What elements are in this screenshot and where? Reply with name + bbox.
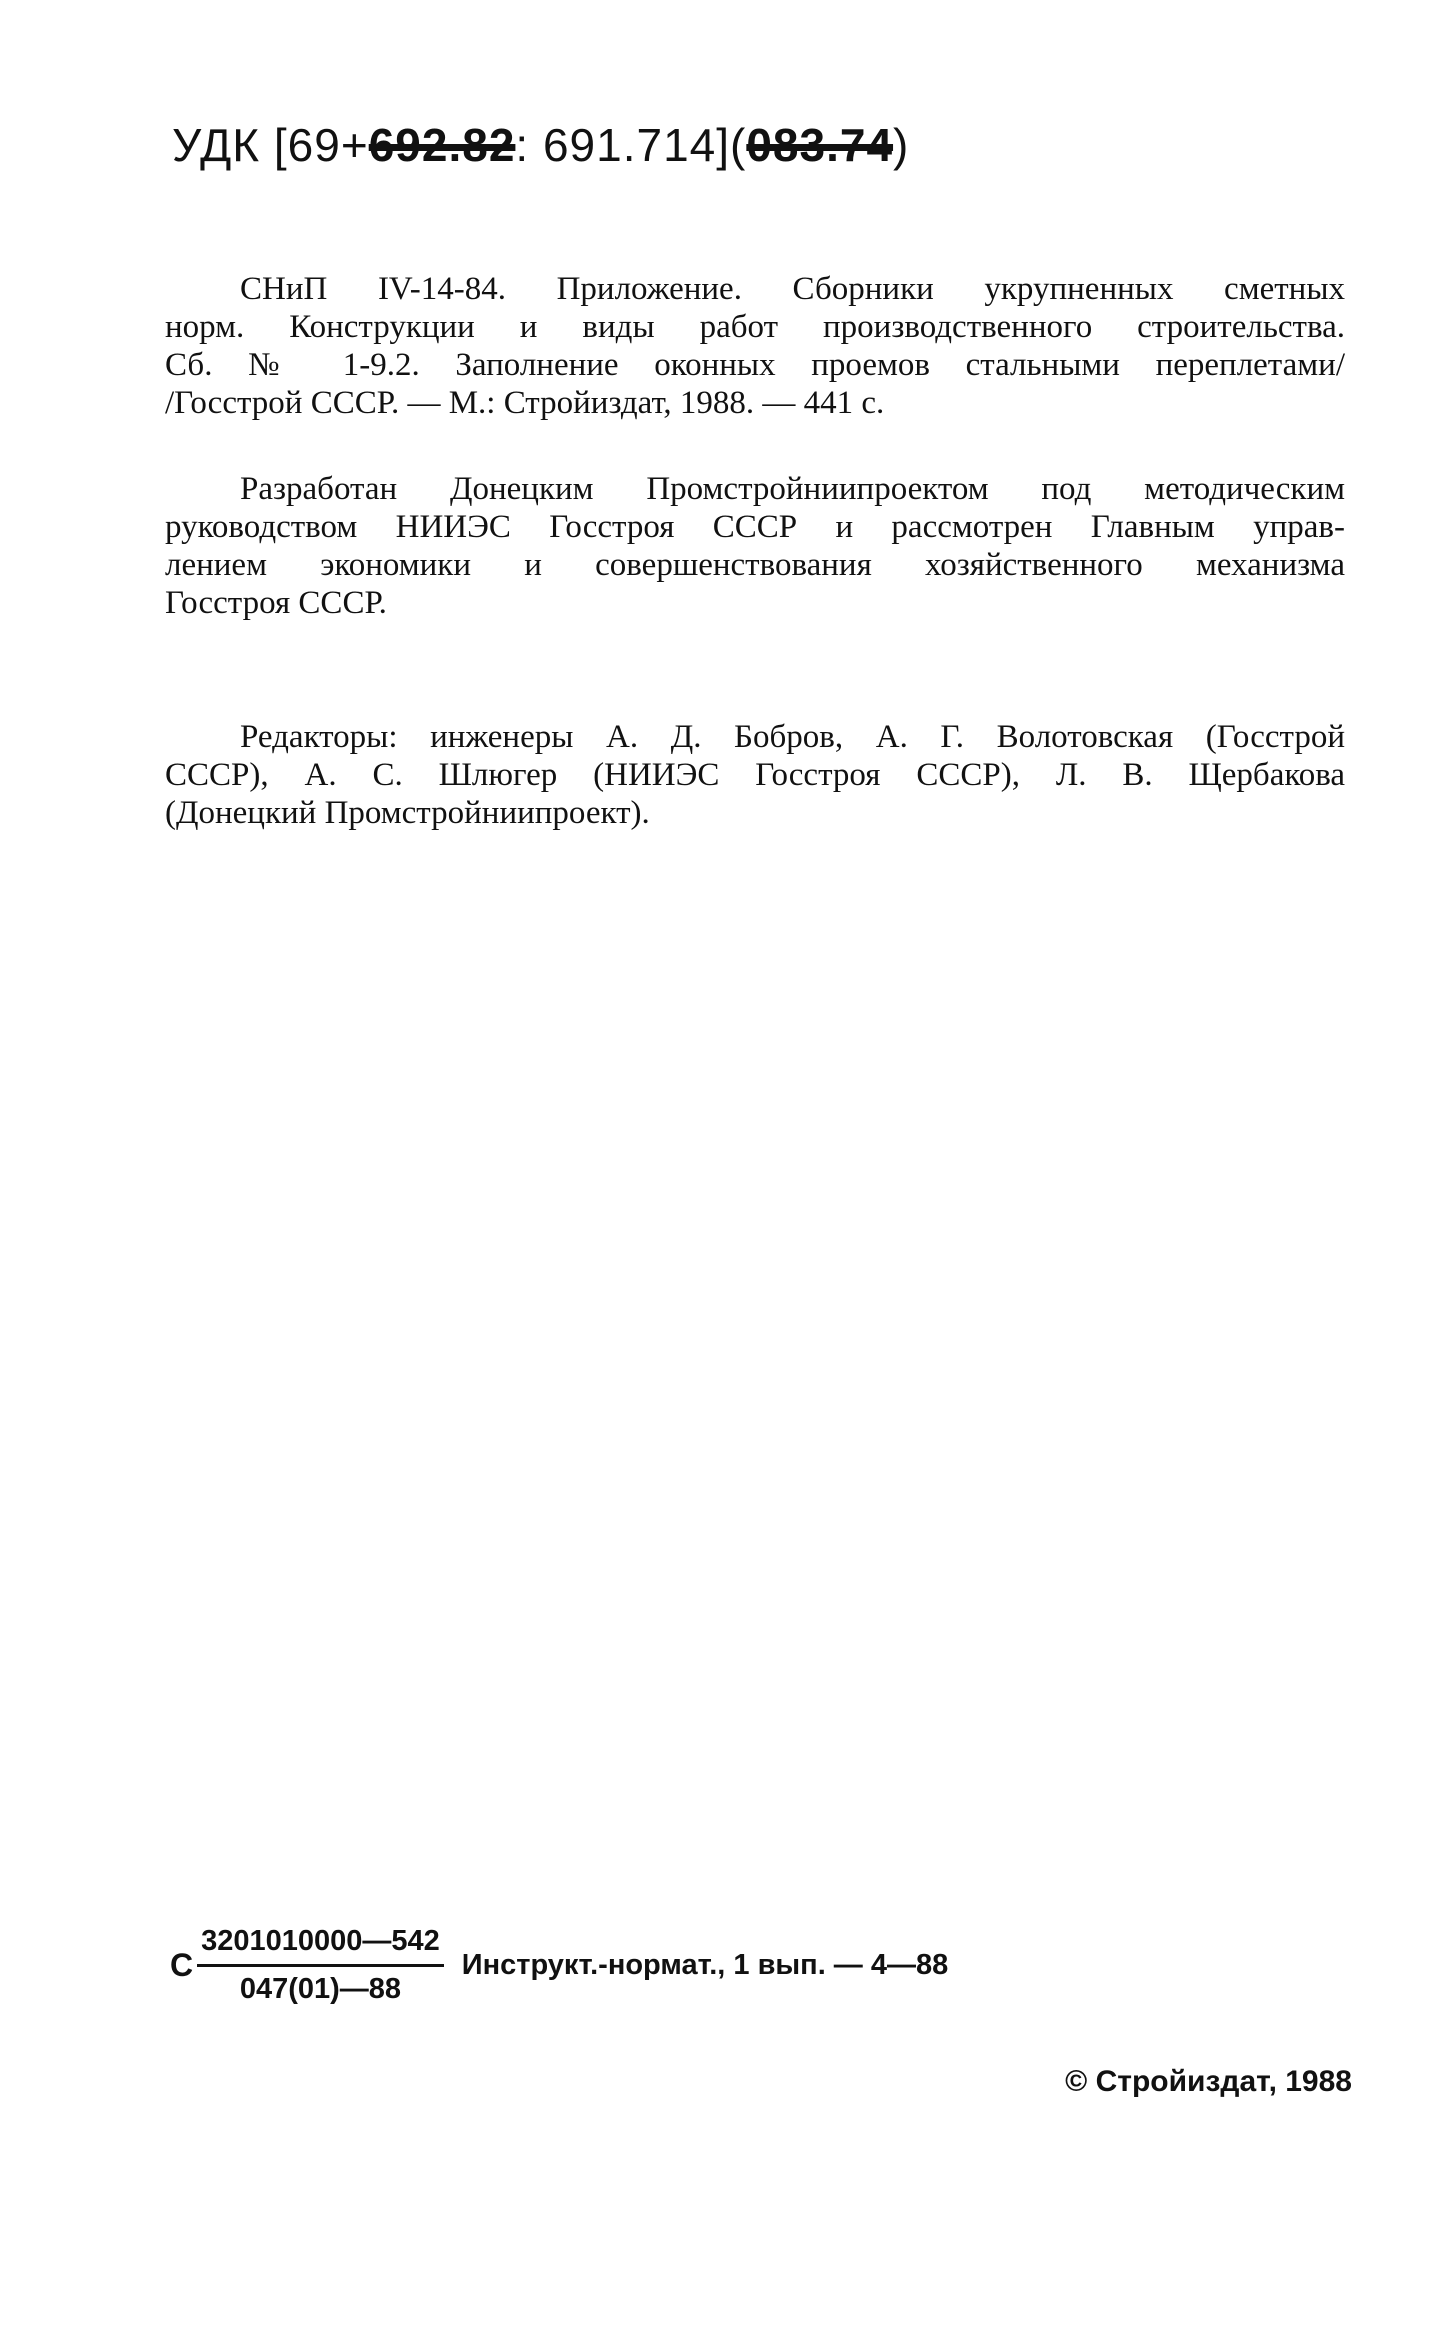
catalog-code [170,1925,948,2006]
bibliographic-line: Сб. № 1-9.2. Заполнение оконных проемов стальными переплетами/ [165,347,1345,383]
catalog-code-numerator: 3201010000—542 [197,1925,444,1967]
udk-struck-code-2: 083.74 [746,119,894,171]
bibliographic-line: норм. Конструкции и виды работ производственного строительства. [165,309,1345,345]
bibliographic-line: СНиП IV-14-84. Приложение. Сборники укрупненных сметных [240,271,1345,307]
udk-struck-code: 692.82 [368,119,516,171]
bibliographic-record [165,270,1345,422]
copyright-notice [1065,2065,1352,2099]
udk-middle: : 691.714]( [515,119,747,171]
editors-line: (Донецкий Промстройниипроект). [165,795,650,831]
developer-line: руководством НИИЭС Госстроя СССР и рассмотрен Главным управ- [165,509,1345,545]
editors-line: СССР), А. С. Шлюгер (НИИЭС Госстроя СССР), Л. В. Щербакова [165,757,1345,793]
catalog-code-letter: С [170,1947,194,1983]
developer-line: Разработан Донецким Промстройниипроектом под методическим [240,471,1345,507]
bibliographic-line: /Госстрой СССР. — М.: Стройиздат, 1988. — 441 с. [165,385,885,421]
developer-line: Госстроя СССР. [165,585,387,621]
catalog-code-rest: Инструкт.-нормат., 1 вып. — 4—88 [461,1949,949,1981]
copyright-text: Стройиздат, 1988 [1095,2065,1352,2098]
editors-note [165,718,1345,832]
editors-line: Редакторы: инженеры А. Д. Бобров, А. Г. Волотовская (Госстрой [240,719,1345,755]
copyright-icon: © [1065,2065,1088,2098]
developer-note [165,470,1345,622]
udk-suffix: ) [893,119,910,171]
developer-line: лением экономики и совершенствования хозяйственного механизма [165,547,1345,583]
udk-prefix: УДК [69+ [172,119,369,171]
udk-classification [172,118,909,172]
catalog-code-fraction [197,1925,444,2006]
catalog-code-denominator: 047(01)—88 [239,1973,402,2005]
